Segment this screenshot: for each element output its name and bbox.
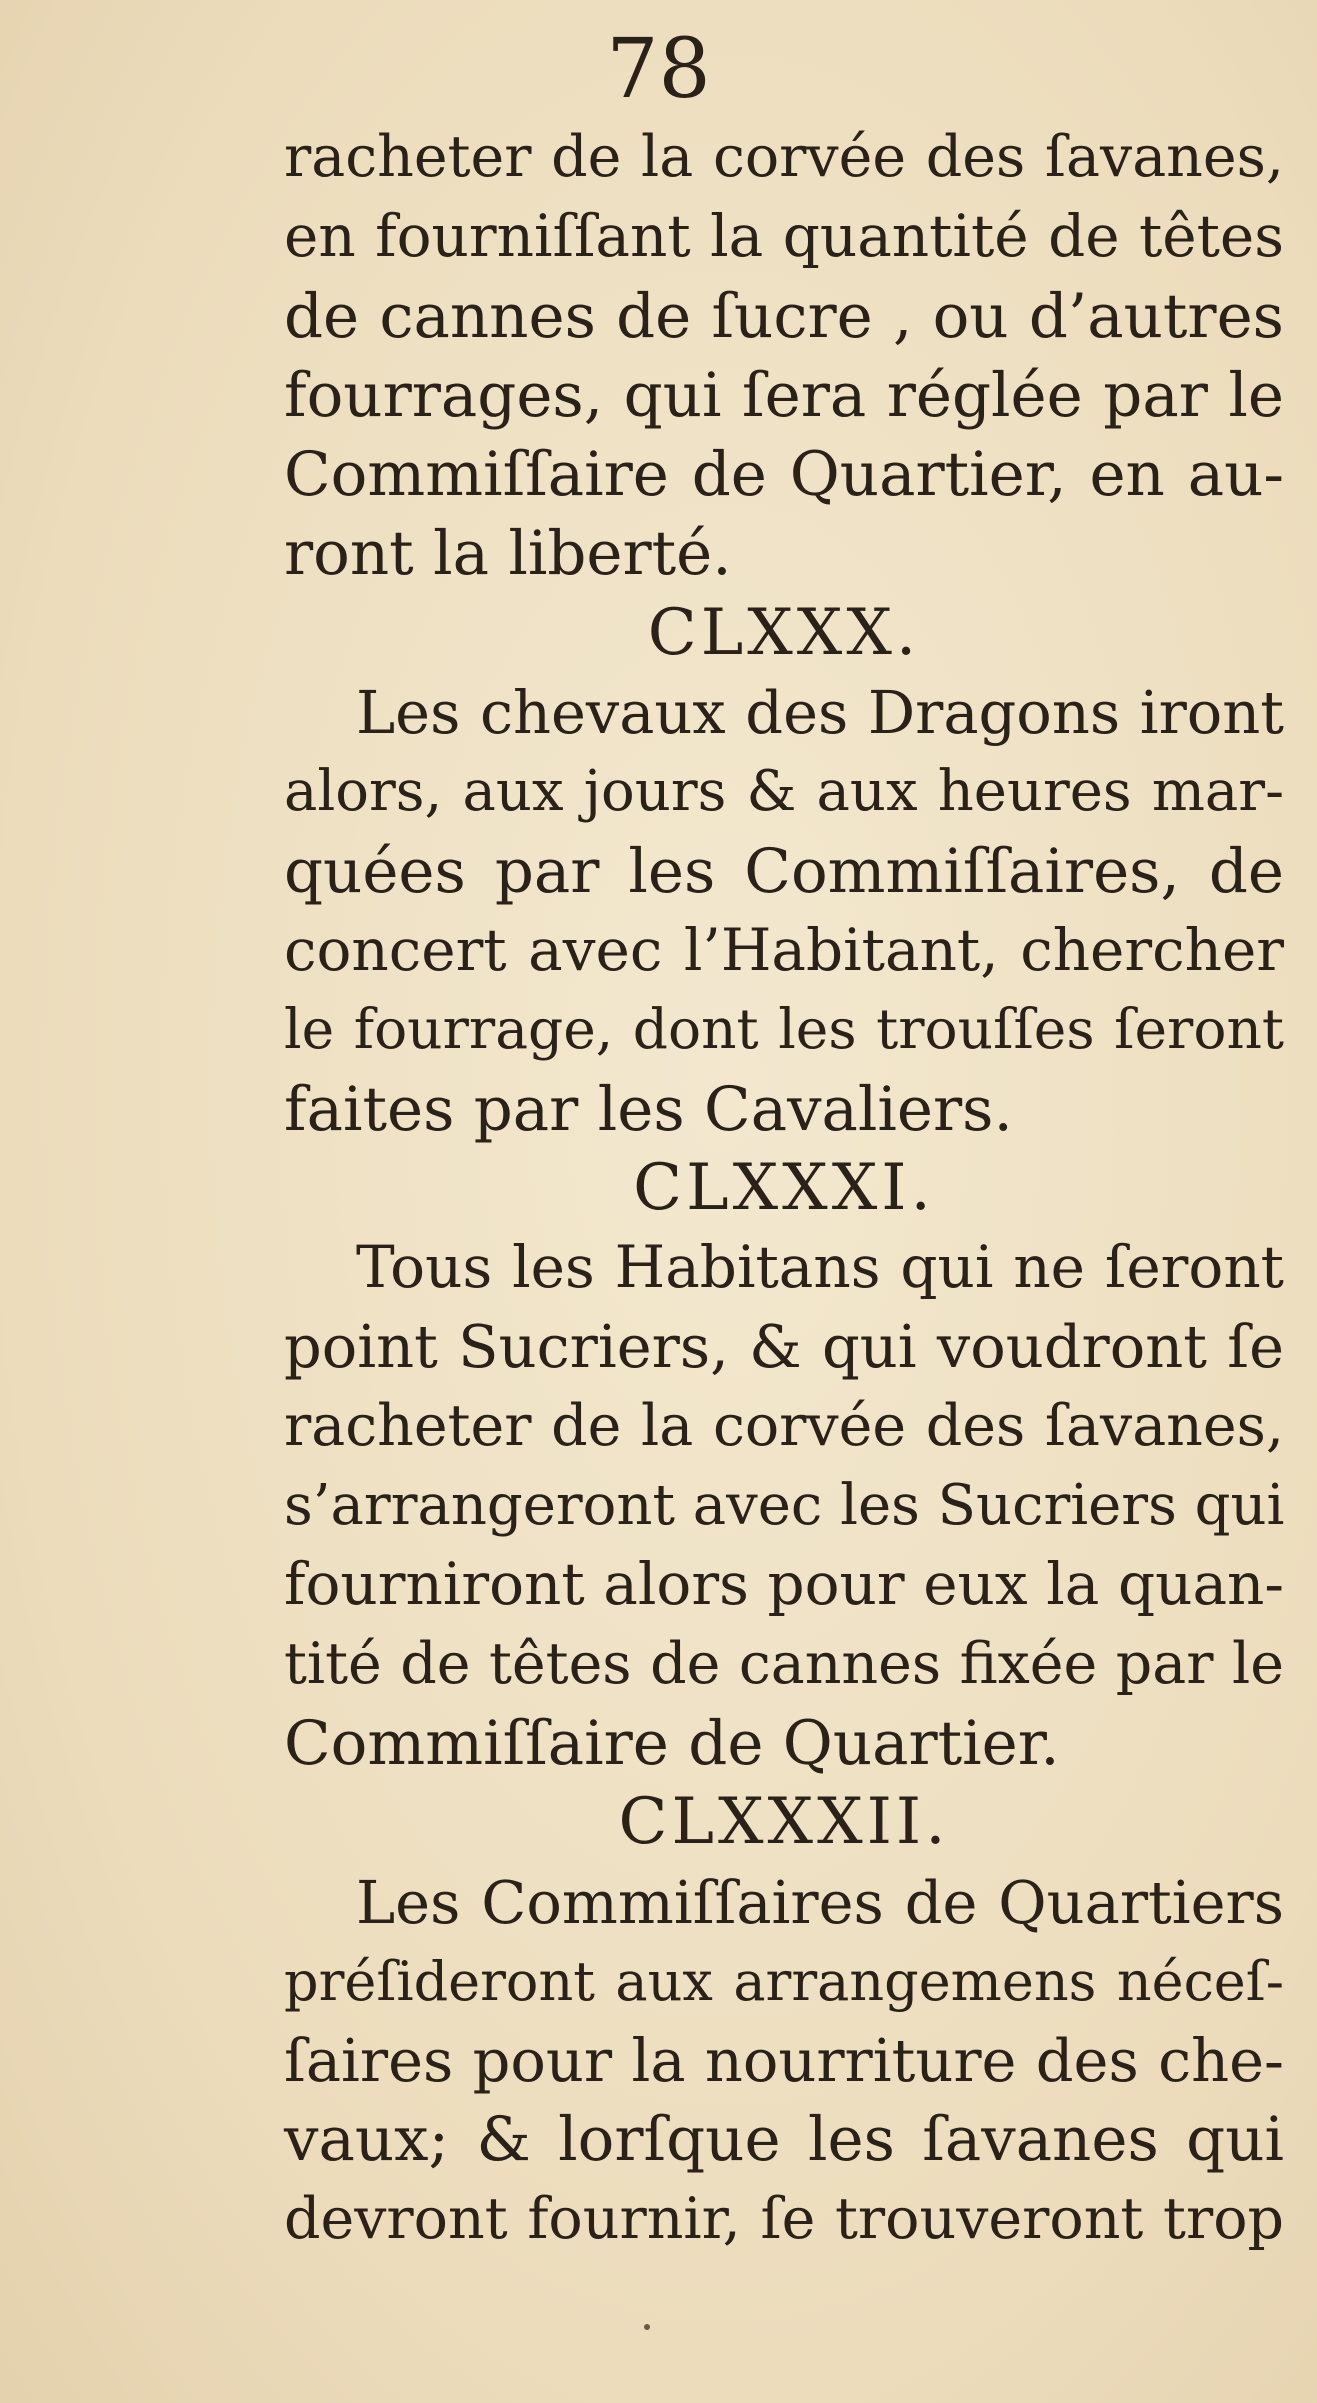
text-line: s’arrangeront avec les Sucriers qui <box>284 1473 1285 1539</box>
article-heading: CLXXXI. <box>633 1150 935 1225</box>
text-line: Les chevaux des Dragons iront <box>356 678 1284 748</box>
text-line: fourniront alors pour eux la quan- <box>284 1550 1284 1619</box>
text-line: fourrages, qui ſera réglée par le <box>284 359 1284 431</box>
text-line: alors, aux jours & aux heures mar- <box>284 759 1284 825</box>
page-text <box>284 118 1284 2259</box>
text-line: préſideront aux arrangemens néceſ- <box>284 1949 1284 2013</box>
text-line: Tous les Habitans qui ne ſeront <box>356 1233 1284 1302</box>
page-number: 78 <box>606 22 711 117</box>
article-paragraph <box>284 673 1284 1149</box>
text-line: racheter de la corvée des ſavanes, <box>284 124 1284 190</box>
article-heading: CLXXXII. <box>618 1785 950 1860</box>
text-line: ront la liberté. <box>284 518 732 590</box>
text-line: faites par les Cavaliers. <box>284 1073 1013 1145</box>
text-line: Commiſſaire de Quartier. <box>284 1707 1060 1779</box>
text-line: devront fournir, ſe trouveront trop <box>284 2185 1284 2252</box>
text-line: Les Commiſſaires de Quartiers <box>356 1867 1284 1937</box>
text-line: de cannes de ſucre , ou d’autres <box>284 280 1284 352</box>
text-line: en fourniſſant la quantité de têtes <box>284 202 1284 271</box>
text-line: ſaires pour la nourriture des che- <box>284 2026 1284 2096</box>
text-line: tité de têtes de cannes fixée par le <box>284 1630 1284 1697</box>
text-line: le fourrage, dont les trouſſes ſeront <box>284 997 1284 1062</box>
paper-fleck <box>644 2324 650 2330</box>
text-line: quées par les Commiſſaires, de <box>284 835 1284 907</box>
article-paragraph <box>284 1228 1284 1783</box>
text-line: concert avec l’Habitant, chercher <box>284 915 1284 984</box>
text-line: point Sucriers, & qui voudront ſe <box>284 1312 1284 1382</box>
article-heading: CLXXX. <box>647 595 921 670</box>
continued-paragraph <box>284 118 1284 594</box>
text-line: Commiſſaire de Quartier, en au- <box>284 439 1284 511</box>
article-paragraph <box>284 1863 1284 2259</box>
text-line: vaux; & lorſque les ſavanes qui <box>284 2104 1284 2176</box>
text-line: racheter de la corvée des ſavanes, <box>284 1392 1284 1459</box>
